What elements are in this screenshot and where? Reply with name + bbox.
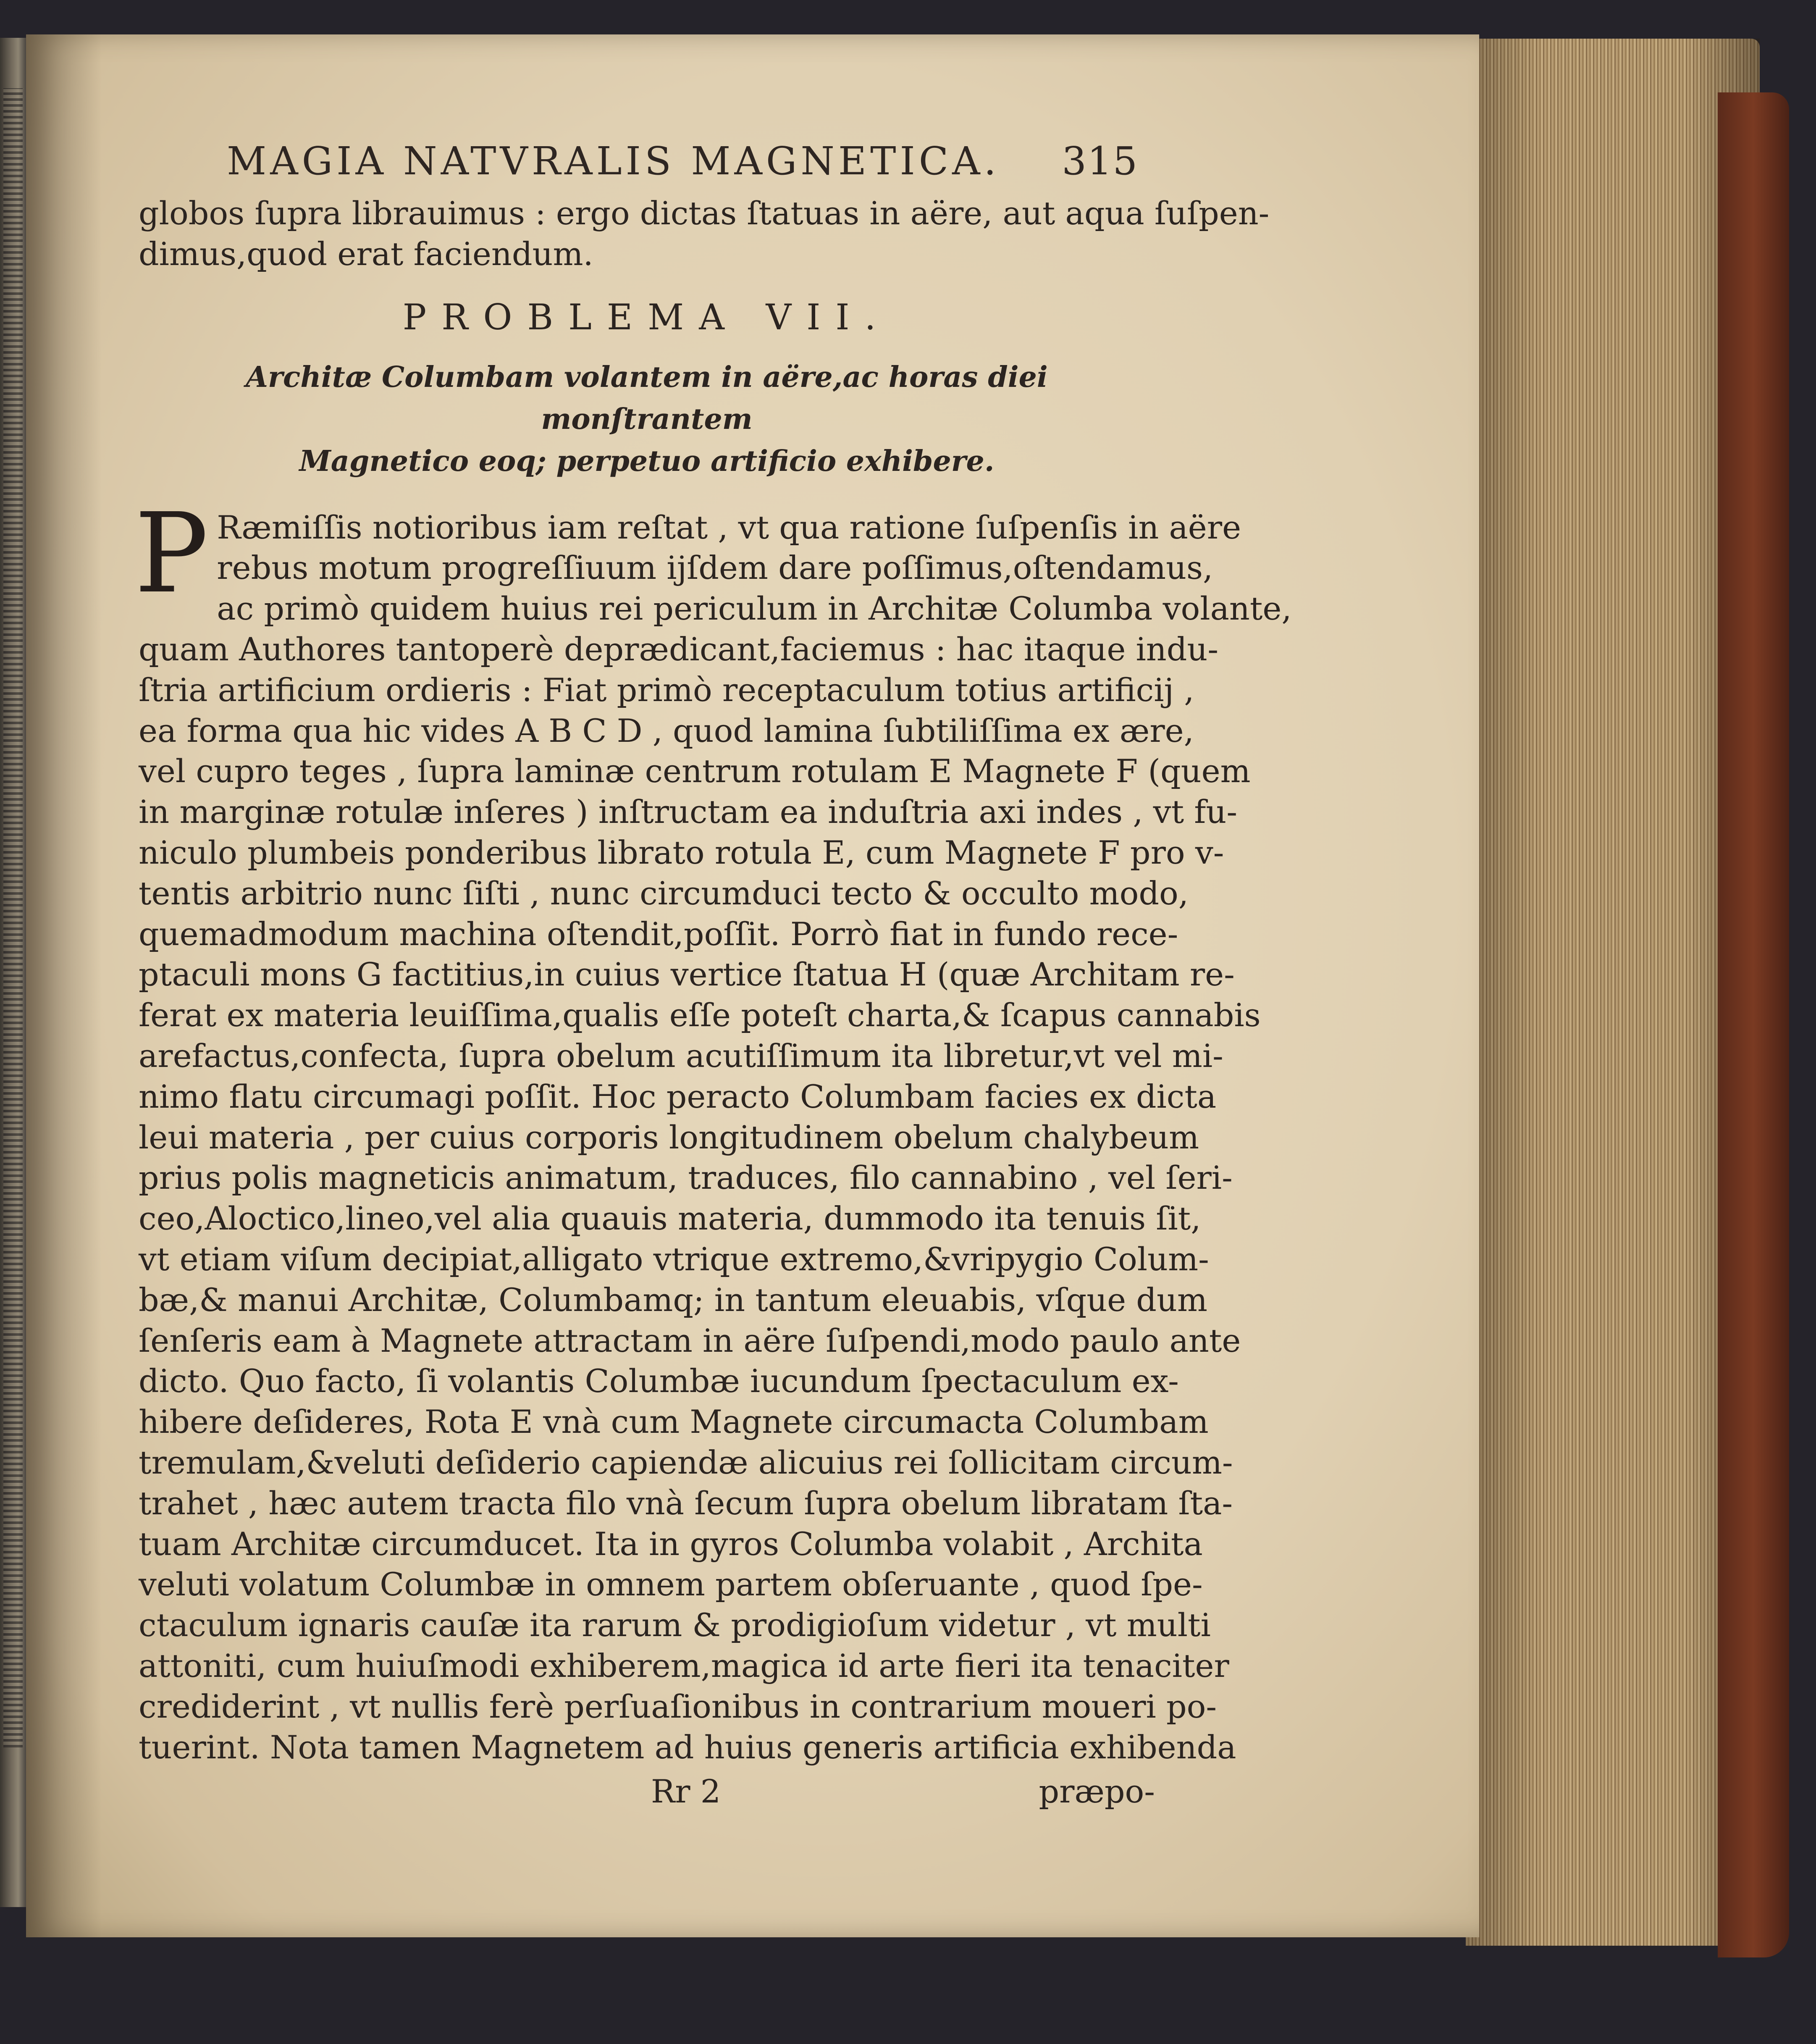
running-title: MAGIA NATVRALIS MAGNETICA. [227,139,1000,184]
text-line: dicto. Quo facto, ſi volantis Columbæ iucundum ſpectaculum ex- [139,1362,1179,1400]
text-line: arefactus,confecta, ſupra obelum acutiſſimum ita libretur,vt vel mi- [139,1037,1223,1075]
text-line: prius polis magneticis animatum, traduces, filo cannabino , vel ſeri- [139,1159,1233,1197]
text-line: dimus,quod erat faciendum. [139,235,593,273]
text-line: crediderint , vt nullis ferè perſuaſionibus in contrarium moueri po- [139,1687,1217,1725]
text-line: tremulam,&veluti deſiderio capiendæ alicuius rei ſollicitam circum- [139,1443,1233,1481]
text-line: niculo plumbeis ponderibus librato rotula E, cum Magnete F pro v- [139,833,1224,871]
text-line: tuerint. Nota tamen Magnetem ad huius generis artificia exhibenda [139,1728,1236,1766]
text-line: ptaculi mons G factitius,in cuius vertice ſtatua H (quæ Architam re- [139,956,1235,993]
text-line: bæ,& manui Architæ, Columbamq; in tantum eleuabis, vſque dum [139,1281,1207,1319]
engraving-fragment [3,88,23,1747]
text-line: rebus motum progreſſiuum ijſdem dare poſſimus,oſtendamus, [217,549,1213,587]
text-line: Ræmiſſis notioribus iam reſtat , vt qua ratione ſuſpenſis in aëre [217,508,1241,546]
running-head [139,139,1155,193]
text-line: tentis arbitrio nunc ſiſti , nunc circumduci tecto & occulto modo, [139,874,1189,912]
text-line: nimo flatu circumagi poſſit. Hoc peracto Columbam facies ex dicta [139,1077,1217,1115]
text-line: ſenſeris eam à Magnete attractam in aëre ſuſpendi,modo paulo ante [139,1322,1241,1359]
page-footer [139,1773,1155,1823]
main-paragraph [134,489,1292,1768]
text-line: tuam Architæ circumducet. Ita in gyros Columba volabit , Archita [139,1525,1203,1563]
page-number: 315 [1062,139,1138,184]
text-line: veluti volatum Columbæ in omnem partem obſeruante , quod ſpe- [139,1566,1203,1603]
carryover-text [139,193,1270,275]
text-line: ferat ex materia leuiſſima,qualis eſſe poteſt charta,& ſcapus cannabis [139,996,1261,1034]
problem-heading: PROBLEMA VII. [402,296,891,338]
text-line: ctaculum ignaris cauſæ ita rarum & prodigioſum videtur , vt multi [139,1606,1211,1644]
text-line: globos ſupra librauimus : ergo dictas ſtatuas in aëre, aut aqua ſuſpen- [139,194,1270,232]
text-line: quam Authores tantoperè deprædicant,faciemus : hac itaque indu- [139,630,1219,668]
signature-mark: Rr 2 [651,1773,721,1810]
subtitle-line: Architæ Columbam volantem in aëre,ac horas diei monſtrantem [246,360,1048,436]
text-line: quemadmodum machina oſtendit,poſſit. Porrò fiat in fundo rece- [139,915,1178,953]
page-content [134,139,1292,1823]
problem-subtitle [139,356,1155,482]
subtitle-line: Magnetico eoq; perpetuo artificio exhibere. [299,444,995,478]
facing-page-edge [0,38,27,1907]
drop-cap: P [134,489,209,617]
text-line: leui materia , per cuius corporis longitudinem obelum chalybeum [139,1118,1199,1156]
text-line: attoniti, cum huiuſmodi exhiberem,magica id arte fieri ita tenaciter [139,1647,1229,1684]
text-line: ea forma qua hic vides A B C D , quod lamina ſubtiliſſima ex ære, [139,712,1194,749]
text-line: in marginæ rotulæ inſeres ) inſtructam ea induſtria axi indes , vt fu- [139,793,1238,831]
text-line: ſtria artificium ordieris : Fiat primò receptaculum totius artificij , [139,671,1194,709]
text-line: ac primò quidem huius rei periculum in Architæ Columba volante, [217,590,1292,628]
gutter-shadow [26,34,102,1937]
book-fore-edge [1466,39,1760,1946]
text-line: vel cupro teges , ſupra laminæ centrum rotulam E Magnete F (quem [139,752,1251,790]
book-cover-edge [1718,92,1789,1957]
catchword: præpo- [1039,1773,1155,1810]
text-line: hibere deſideres, Rota E vnà cum Magnete circumacta Columbam [139,1403,1209,1441]
text-line: trahet , hæc autem tracta filo vnà ſecum ſupra obelum libratam ſta- [139,1484,1233,1522]
text-line: vt etiam viſum decipiat,alligato vtrique extremo,&vripygio Colum- [139,1240,1209,1278]
text-line: ceo,Aloctico,lineo,vel alia quauis materia, dummodo ita tenuis ſit, [139,1200,1201,1237]
